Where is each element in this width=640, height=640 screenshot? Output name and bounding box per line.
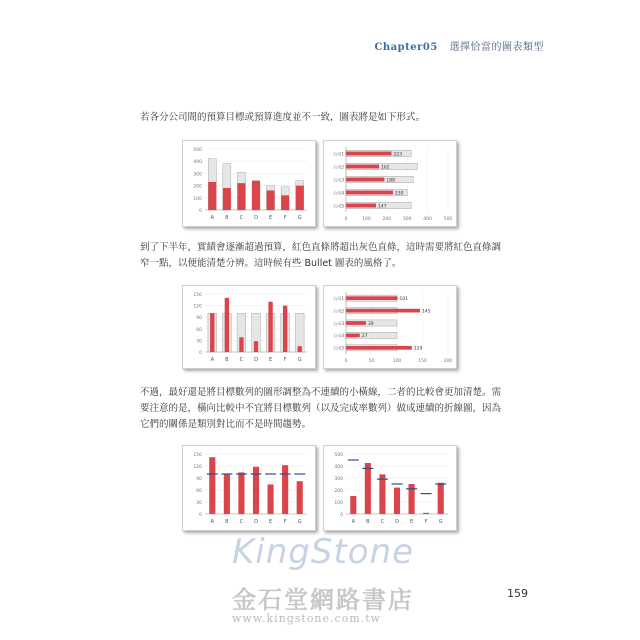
actual-bar (346, 165, 379, 169)
chart-3 (182, 285, 316, 369)
y-tick-label: 60 (196, 489, 202, 494)
actual-bar (238, 472, 244, 514)
x-tick-label: G (438, 519, 443, 525)
actual-bar (252, 181, 260, 210)
y-tick-label: 公司1 (332, 151, 344, 157)
actual-bar (346, 309, 420, 313)
actual-bar (223, 188, 231, 210)
x-tick-label: E (268, 519, 273, 525)
x-tick-label: 200 (382, 217, 392, 222)
watermark-brand: KingStone (232, 532, 415, 572)
y-tick-label: 公司4 (332, 190, 344, 196)
y-tick-label: 0 (199, 513, 202, 518)
y-tick-label: 90 (196, 477, 202, 482)
data-label: 223 (393, 152, 403, 158)
y-tick-label: 公司5 (332, 345, 344, 351)
chart-6 (323, 445, 457, 531)
actual-bar (346, 204, 376, 208)
actual-bar (283, 306, 287, 352)
chart-5 (182, 445, 316, 531)
x-tick-label: D (254, 357, 258, 363)
actual-bar (225, 298, 229, 352)
x-tick-label: F (283, 519, 287, 525)
actual-bar (365, 463, 371, 514)
actual-bar (346, 346, 412, 350)
y-tick-label: 400 (193, 160, 202, 166)
chapter-title: 選擇恰當的圖表類型 (449, 42, 544, 53)
x-tick-label: A (351, 519, 355, 525)
paragraph-3: 不過，最好還是將目標數列的圖形調整為不連續的小橫線，二者的比較會更加清楚。需要注意的是，橫向比較中不宜將目標數列（以及完成率數列）做成連續的折線圖，因為它們的關係是類別對比而不是時間趨勢。 (140, 387, 502, 430)
actual-bar (346, 296, 398, 300)
x-tick-label: F (283, 215, 287, 221)
x-tick-label: 500 (443, 217, 453, 222)
actual-bar (268, 302, 272, 352)
data-label: 147 (377, 204, 387, 210)
actual-bar (254, 341, 258, 352)
y-tick-label: 60 (196, 327, 202, 333)
y-tick-label: 0 (199, 351, 202, 356)
actual-bar (296, 186, 304, 210)
x-tick-label: G (297, 519, 302, 525)
y-tick-label: 30 (196, 501, 202, 506)
x-tick-label: B (366, 519, 370, 525)
data-label: 129 (413, 346, 423, 352)
x-tick-label: A (210, 519, 214, 525)
y-tick-label: 30 (196, 339, 202, 345)
actual-bar (394, 488, 400, 514)
actual-bar (346, 321, 366, 325)
actual-bar (239, 337, 243, 352)
y-tick-label: 150 (193, 293, 202, 298)
x-tick-label: G (297, 357, 302, 363)
y-tick-label: 0 (199, 209, 202, 214)
y-tick-label: 300 (334, 477, 343, 482)
running-header (374, 38, 544, 53)
x-tick-label: G (297, 215, 302, 221)
x-tick-label: C (239, 357, 244, 363)
y-tick-label: 公司3 (332, 177, 344, 183)
data-label: 188 (386, 178, 395, 184)
x-tick-label: B (225, 215, 229, 221)
data-label: 27 (361, 334, 368, 340)
x-tick-label: 100 (362, 217, 371, 222)
x-tick-label: 150 (418, 359, 427, 364)
x-tick-label: D (254, 519, 258, 525)
actual-bar (346, 152, 391, 156)
y-tick-label: 公司3 (332, 320, 344, 326)
y-tick-label: 500 (193, 148, 202, 153)
x-tick-label: 200 (443, 359, 453, 364)
y-tick-label: 100 (334, 501, 343, 506)
page-number: 159 (507, 587, 528, 600)
chart-4 (323, 285, 457, 369)
actual-bar (209, 457, 215, 514)
actual-bar (379, 474, 385, 514)
chart-2 (323, 140, 457, 227)
y-tick-label: 120 (193, 304, 202, 310)
actual-bar (208, 182, 216, 210)
y-tick-label: 300 (193, 172, 202, 178)
actual-bar (350, 496, 356, 514)
x-tick-label: A (210, 215, 214, 221)
watermark-store: 金石堂網路書店 (232, 585, 414, 614)
y-tick-label: 120 (193, 465, 202, 470)
actual-bar (224, 474, 230, 514)
actual-bar (237, 183, 245, 210)
actual-bar (438, 483, 444, 514)
data-label: 101 (399, 297, 409, 302)
actual-bar (297, 481, 303, 514)
y-tick-label: 200 (193, 184, 202, 190)
x-tick-label: 100 (392, 359, 402, 364)
watermark-url: www.kingstone.com.tw (232, 612, 382, 625)
actual-bar (282, 465, 288, 514)
data-label: 230 (394, 191, 404, 197)
y-tick-label: 公司2 (332, 308, 344, 314)
x-tick-label: 300 (402, 217, 412, 222)
x-tick-label: C (380, 519, 385, 525)
x-tick-label: 0 (344, 217, 348, 222)
actual-bar (346, 191, 393, 195)
x-tick-label: F (283, 357, 287, 363)
x-tick-label: E (268, 357, 273, 363)
x-tick-label: A (210, 357, 214, 363)
actual-bar (281, 195, 289, 210)
actual-bar (346, 178, 384, 182)
actual-bar (210, 313, 214, 352)
x-tick-label: 0 (344, 359, 348, 364)
actual-bar (423, 513, 429, 514)
y-tick-label: 400 (334, 465, 343, 470)
data-label: 145 (421, 309, 431, 315)
x-tick-label: D (395, 519, 399, 525)
chart-1 (182, 140, 316, 227)
y-tick-label: 公司2 (332, 164, 344, 170)
paragraph-1: 若各分公司間的預算目標或預算進度並不一致，圖表將是如下形式。 (140, 112, 426, 123)
y-tick-label: 公司5 (332, 203, 344, 209)
y-tick-label: 100 (193, 196, 202, 202)
y-tick-label: 90 (196, 316, 202, 322)
x-tick-label: 400 (423, 217, 432, 222)
chapter-label: Chapter05 (374, 42, 438, 53)
paragraph-2: 到了下半年，實績會逐漸超過預算，紅色直條將超出灰色直條，這時需要將紅色直條調窄一點，以便能清楚分辨。這時候有些 Bullet 圖表的風格了。 (140, 242, 502, 269)
y-tick-label: 200 (334, 489, 343, 494)
actual-bar (346, 334, 360, 338)
x-tick-label: E (409, 519, 414, 525)
x-tick-label: C (239, 519, 244, 525)
x-tick-label: C (239, 215, 244, 221)
x-tick-label: D (254, 215, 258, 221)
data-label: 162 (381, 165, 390, 171)
y-tick-label: 150 (193, 453, 202, 458)
x-tick-label: 50 (368, 359, 375, 364)
x-tick-label: B (225, 357, 229, 363)
y-tick-label: 公司4 (332, 333, 344, 339)
actual-bar (267, 190, 275, 210)
data-label: 39 (367, 321, 374, 327)
actual-bar (298, 346, 302, 352)
x-tick-label: B (225, 519, 229, 525)
x-tick-label: F (424, 519, 428, 525)
y-tick-label: 500 (334, 453, 343, 458)
y-tick-label: 公司1 (332, 296, 344, 301)
y-tick-label: 0 (340, 513, 343, 518)
x-tick-label: E (268, 215, 273, 221)
actual-bar (268, 484, 274, 514)
